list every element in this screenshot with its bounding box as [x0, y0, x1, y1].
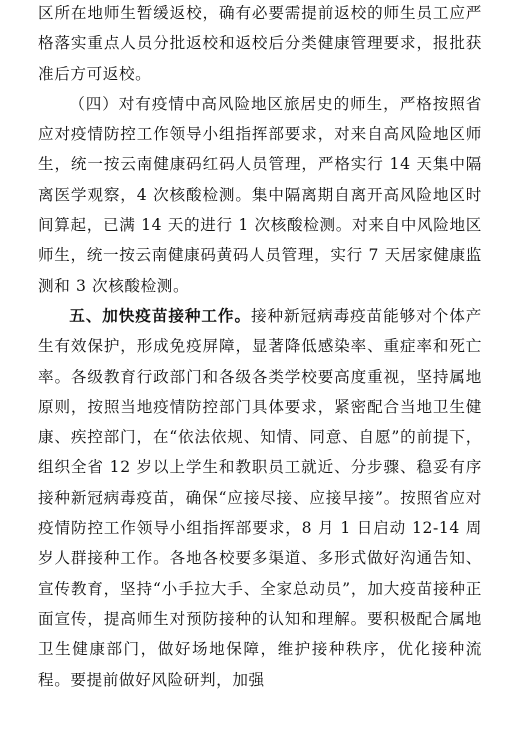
paragraph-vaccination — [38, 301, 482, 695]
paragraph-high-risk-area-travelers: （四）对有疫情中高风险地区旅居史的师生，严格按照省应对疫情防控工作领导小组指挥部要求，对来自高风险地区师生，统一按云南健康码红码人员管理，严格实行 14 天集中隔离医学观察，4 次核酸检测。集中隔离期自离开高风险地区时间算起，已满 14 天的进行 1 次核酸检测。对来自中风险地区师生，统一按云南健康码黄码人员管理，实行 7 天居家健康监测和 3 次核酸检测。 — [38, 94, 482, 295]
section-heading-vaccination: 五、加快疫苗接种工作。 — [69, 306, 251, 325]
paragraph-return-to-school: 区所在地师生暂缓返校，确有必要需提前返校的师生员工应严格落实重点人员分批返校和返校后分类健康管理要求，报批获准后方可返校。 — [38, 4, 482, 83]
paragraph-vaccination-body: 接种新冠病毒疫苗能够对个体产生有效保护，形成免疫屏障，显著降低感染率、重症率和死亡率。各级教育行政部门和各级各类学校要高度重视，坚持属地原则，按照当地疫情防控部门具体要求，紧密配合当地卫生健康、疾控部门，在“依法依规、知情、同意、自愿”的前提下，组织全省 12 岁以上学生和教职员工就近、分步骤、稳妥有序接种新冠病毒疫苗，确保“应接尽接、应接早接”。按照省应对疫情防控工作领导小组指挥部要求，8 月 1 日启动 12-14 周岁人群接种工作。各地各校要多渠道、多形式做好沟通告知、宣传教育，坚持“小手拉大手、全家总动员”，加大疫苗接种正面宣传，提高师生对预防接种的认知和理解。要积极配合属地卫生健康部门，做好场地保障，维护接种秩序，优化接种流程。要提前做好风险研判，加强 — [38, 306, 482, 689]
